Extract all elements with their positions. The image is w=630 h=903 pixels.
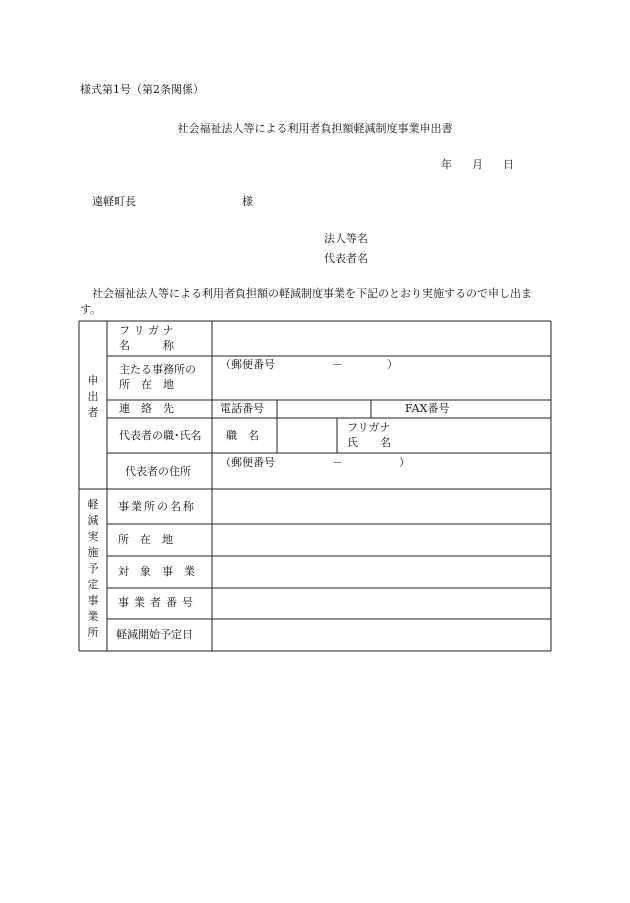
business-row-label: 所 在 地: [118, 533, 173, 546]
applicant-section-label: 申出者: [87, 374, 99, 419]
rep-title-name-label: 代表者の職･氏名: [119, 429, 202, 442]
rep-postal-close: ）: [399, 456, 410, 469]
phone-label: 電話番号: [220, 402, 264, 415]
date-year: 年: [441, 158, 452, 171]
rep-furigana-label: フリガナ: [347, 421, 391, 434]
date-day: 日: [503, 158, 514, 171]
rep-name-label: 氏 名: [347, 436, 391, 449]
business-section-label: 軽減実施予定事業所: [87, 498, 99, 639]
rep-address-label: 代表者の住所: [125, 465, 191, 478]
name-label: 名 称: [119, 339, 174, 352]
office-label-line1: 主たる事務所の: [119, 363, 196, 376]
business-row-label: 軽減開始予定日: [116, 628, 193, 641]
addressee-honorific: 様: [242, 195, 253, 208]
form-number: 様式第1号（第2条関係）: [80, 83, 204, 96]
business-row-label: 事業所の名称: [118, 500, 196, 513]
rep-postal-open: （郵便番号: [220, 456, 275, 469]
intro-text: 社会福祉法人等による利用者負担額の軽減制度事業を下記のとおり実施するので申し出ます。: [80, 287, 532, 316]
document-title: 社会福祉法人等による利用者負担額軽減制度事業申出書: [177, 122, 453, 135]
contact-label: 連 絡 先: [119, 402, 174, 415]
representative-label: 代表者名: [324, 252, 368, 265]
office-label-line2: 所 在 地: [119, 378, 174, 391]
job-title-label: 職 名: [226, 429, 259, 442]
rep-postal-dash: －: [332, 456, 343, 469]
date-line: [441, 156, 514, 172]
office-postal-close: ）: [387, 358, 398, 371]
office-postal-dash: －: [332, 358, 343, 371]
business-row-label: 事業者番号: [118, 596, 198, 609]
office-postal-open: （郵便番号: [220, 358, 275, 371]
corp-name-label: 法人等名: [324, 232, 368, 245]
date-month: 月: [472, 158, 483, 171]
addressee-name: 遠軽町長: [92, 195, 136, 208]
business-row-label: 対 象 事 業: [118, 565, 195, 578]
furigana-label: フ リ ガ ナ: [119, 324, 174, 337]
fax-label: FAX番号: [405, 402, 450, 415]
